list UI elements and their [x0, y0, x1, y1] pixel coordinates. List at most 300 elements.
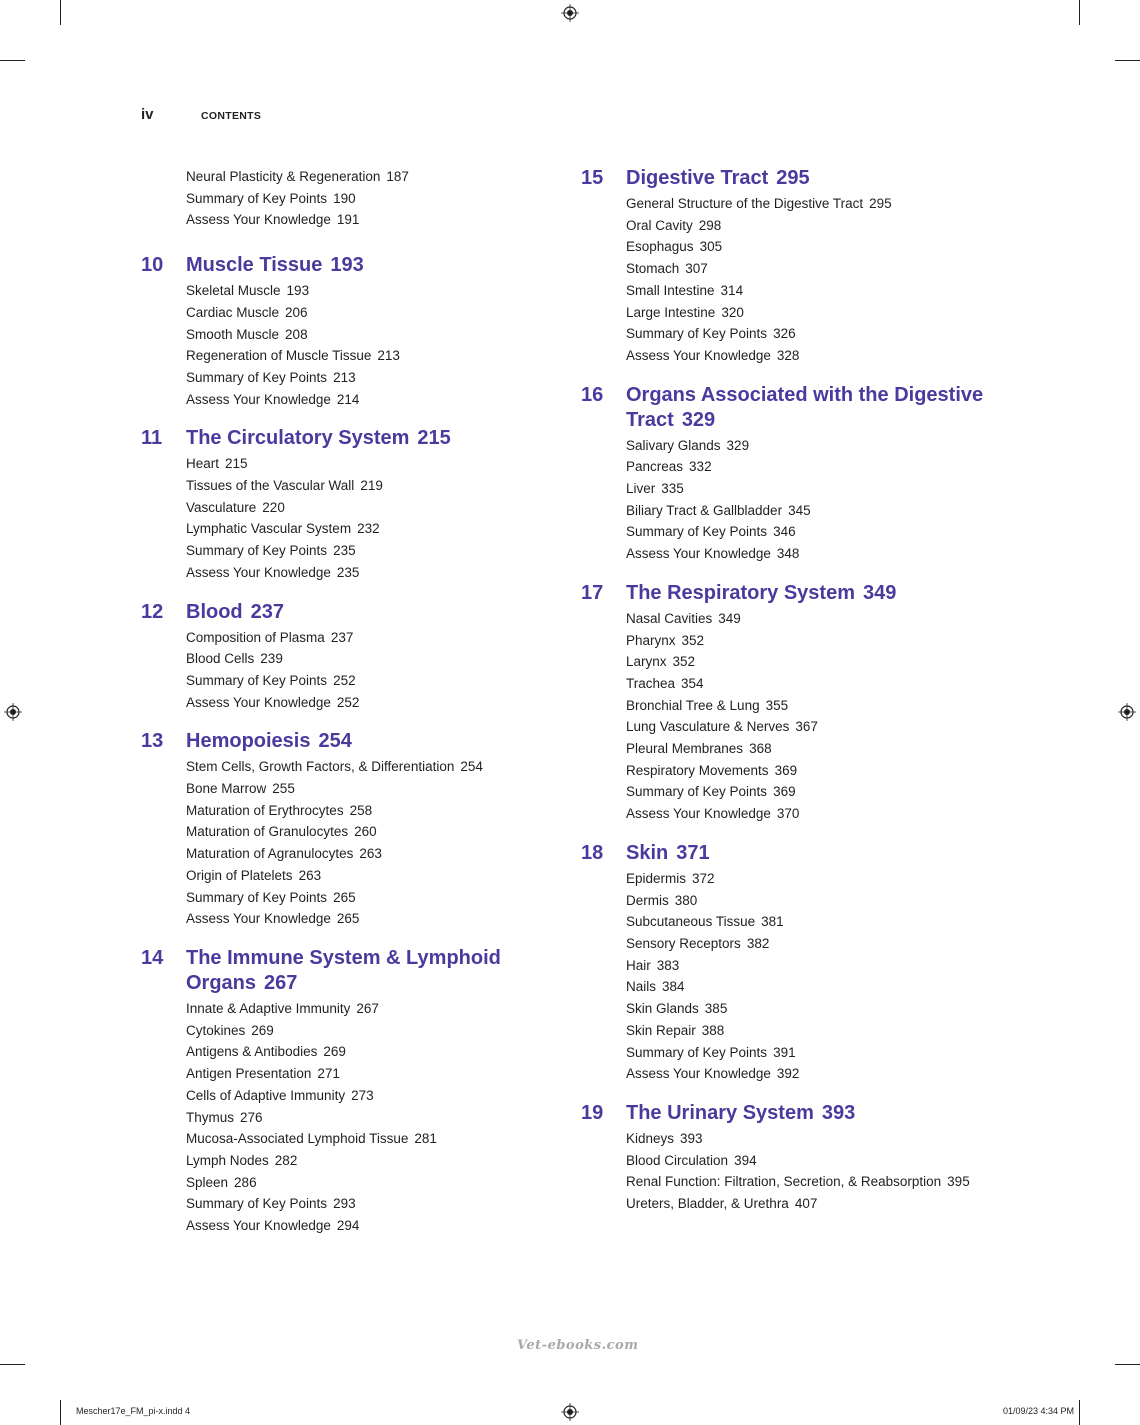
section-entry [626, 1020, 1001, 1042]
slug-datetime: 01/09/23 4:34 PM [1002, 1406, 1074, 1416]
section-page: 332 [689, 459, 712, 475]
chapter-heading [141, 729, 541, 754]
section-page: 369 [773, 784, 796, 800]
section-title: Hair [626, 957, 651, 973]
section-title: Lymphatic Vascular System [186, 521, 352, 537]
section-title: Stem Cells, Growth Factors, & Differentiation [186, 759, 455, 775]
section-title: Summary of Key Points [186, 889, 328, 905]
chapter-title: Organs Associated with the Digestive Tract [626, 383, 984, 431]
section-entry [626, 760, 1001, 782]
section-title: Trachea [626, 675, 676, 691]
section-entry [186, 756, 541, 778]
section-title: Larynx [626, 654, 667, 670]
section-page: 219 [360, 478, 383, 494]
chapter-heading [581, 166, 1001, 191]
section-entry [626, 976, 1001, 998]
section-title: Salivary Glands [626, 437, 721, 453]
section-title: Regeneration of Muscle Tissue [186, 348, 372, 364]
chapter-title: Skin [626, 841, 669, 864]
section-page: 273 [351, 1087, 374, 1103]
section-page: 213 [333, 369, 356, 385]
section-entry [186, 1193, 541, 1215]
section-title: Tissues of the Vascular Wall [186, 478, 355, 494]
chapter-title: Blood [186, 600, 243, 623]
section-title: Epidermis [626, 870, 687, 886]
registration-mark-icon [1118, 703, 1136, 721]
section-entry [626, 695, 1001, 717]
section-page: 206 [285, 304, 308, 320]
section-title: Composition of Plasma [186, 629, 325, 645]
section-page: 352 [672, 654, 696, 670]
section-title: Liver [626, 481, 656, 497]
page-number: iv [141, 106, 154, 123]
section-title: Large Intestine [626, 304, 716, 320]
section-title: Assess Your Knowledge [626, 1066, 771, 1082]
section-title: Mucosa-Associated Lymphoid Tissue [186, 1131, 409, 1147]
section-entry [626, 435, 1001, 457]
section-title: Bronchial Tree & Lung [626, 697, 760, 713]
section-title: Subcutaneous Tissue [626, 914, 756, 930]
chapter-heading [141, 253, 541, 278]
chapter-number: 12 [141, 600, 164, 623]
section-title: Small Intestine [626, 282, 715, 298]
section-title: Assess Your Knowledge [626, 546, 771, 562]
section-page: 237 [330, 629, 354, 645]
chapter-title: The Immune System & Lymphoid Organs [186, 946, 501, 994]
section-page: 239 [260, 651, 283, 667]
section-title: Smooth Muscle [186, 326, 280, 342]
section-page: 191 [336, 212, 360, 228]
section-title: Cytokines [186, 1022, 246, 1038]
chapter-number: 15 [581, 167, 604, 189]
chapter-title: The Urinary System [626, 1101, 814, 1124]
section-entry [626, 1171, 1001, 1193]
section-list [626, 608, 1001, 825]
section-entry [186, 280, 541, 302]
section-page: 354 [681, 675, 704, 691]
section-page: 235 [336, 564, 360, 580]
chapter-number: 13 [141, 730, 164, 753]
section-list [186, 998, 541, 1237]
section-entry [626, 890, 1001, 912]
section-list [626, 868, 1001, 1085]
toc-chapter [141, 729, 541, 930]
chapter-page: 349 [862, 581, 897, 604]
section-entry [186, 1041, 541, 1063]
chapter-heading [141, 426, 541, 451]
section-page: 190 [333, 190, 356, 206]
section-page: 260 [354, 824, 377, 840]
section-title: Assess Your Knowledge [186, 911, 331, 927]
section-title: General Structure of the Digestive Tract [626, 196, 864, 211]
section-title: Lung Vasculature & Nerves [626, 719, 790, 735]
section-title: Summary of Key Points [626, 326, 768, 342]
section-entry [626, 738, 1001, 760]
chapter-page: 215 [417, 427, 451, 450]
running-head: CONTENTS [201, 110, 262, 122]
section-page: 388 [701, 1022, 725, 1038]
section-entry [186, 166, 541, 188]
section-page: 293 [333, 1196, 356, 1212]
section-entry [626, 1150, 1001, 1172]
section-entry [626, 280, 1001, 302]
section-page: 282 [274, 1152, 298, 1168]
section-list [186, 756, 541, 930]
slug-file-name: Mescher17e_FM_pi-x.indd 4 [76, 1406, 191, 1416]
section-page: 265 [333, 889, 356, 905]
section-title: Oral Cavity [626, 217, 693, 233]
section-entry [186, 627, 541, 649]
section-page: 395 [947, 1174, 970, 1190]
section-entry [626, 323, 1001, 345]
registration-mark-icon [561, 1403, 579, 1421]
section-entry [626, 193, 1001, 215]
section-title: Nasal Cavities [626, 610, 713, 626]
section-entry [626, 608, 1001, 630]
section-title: Maturation of Granulocytes [186, 824, 349, 840]
section-entry [186, 562, 541, 584]
chapter-title: Muscle Tissue [186, 254, 323, 277]
section-entry [186, 908, 541, 930]
section-title: Summary of Key Points [626, 524, 768, 540]
crop-mark [1079, 0, 1080, 25]
chapter-title-wrap [186, 426, 541, 451]
registration-mark-icon [4, 703, 22, 721]
contents-left-column [141, 166, 541, 1253]
chapter-heading [141, 946, 541, 996]
section-title: Antigen Presentation [186, 1066, 312, 1082]
registration-mark-icon [561, 4, 579, 22]
section-entry [186, 389, 541, 411]
section-page: 187 [386, 169, 409, 184]
section-page: 193 [286, 283, 310, 299]
section-title: Vasculature [186, 499, 257, 515]
section-entry [626, 868, 1001, 890]
section-entry [186, 302, 541, 324]
section-title: Summary of Key Points [626, 784, 768, 800]
section-title: Summary of Key Points [186, 190, 328, 206]
section-entry [186, 540, 541, 562]
chapter-page: 329 [681, 408, 716, 431]
crop-mark [1115, 60, 1140, 61]
section-entry [186, 865, 541, 887]
section-entry [186, 209, 541, 231]
crop-mark [0, 1364, 25, 1365]
section-page: 294 [336, 1218, 360, 1234]
page-header [141, 106, 261, 126]
toc-chapter [581, 581, 1001, 825]
chapter-heading [581, 841, 1001, 866]
toc-chapter [581, 166, 1001, 367]
section-entry [186, 1107, 541, 1129]
chapter-number: 17 [581, 581, 604, 604]
section-title: Spleen [186, 1174, 229, 1190]
section-entry [186, 998, 541, 1020]
section-entry [186, 188, 541, 210]
section-title: Nails [626, 979, 657, 995]
section-title: Blood Circulation [626, 1152, 729, 1168]
chapter-number: 14 [141, 946, 164, 969]
section-page: 352 [681, 632, 705, 648]
section-entry [186, 1063, 541, 1085]
watermark-logo: Vet-ebooks.com [517, 1338, 639, 1353]
section-title: Esophagus [626, 239, 694, 255]
section-page: 215 [225, 456, 248, 472]
section-page: 314 [720, 282, 744, 298]
chapter-title-wrap [186, 253, 541, 278]
section-list [186, 627, 541, 714]
section-title: Skin Repair [626, 1022, 696, 1038]
chapter-title-wrap [626, 166, 1001, 191]
section-entry [626, 456, 1001, 478]
section-list [626, 435, 1001, 565]
section-page: 368 [749, 741, 772, 757]
section-page: 263 [359, 846, 382, 862]
section-entry [626, 933, 1001, 955]
section-page: 407 [794, 1196, 818, 1212]
chapter-title-wrap [626, 581, 1001, 606]
section-page: 391 [773, 1044, 796, 1060]
section-page: 326 [773, 326, 796, 342]
section-entry [186, 1172, 541, 1194]
section-page: 220 [262, 499, 285, 515]
chapter-heading [581, 581, 1001, 606]
section-title: Renal Function: Filtration, Secretion, & Reabsorption [626, 1174, 942, 1190]
section-title: Blood Cells [186, 651, 255, 667]
section-title: Bone Marrow [186, 781, 267, 797]
chapter-page: 254 [318, 730, 352, 753]
chapter-title-wrap [626, 383, 1001, 433]
chapter-title: Hemopoiesis [186, 730, 311, 753]
toc-chapter [581, 1101, 1001, 1215]
chapter-title: Digestive Tract [626, 167, 769, 189]
section-title: Cells of Adaptive Immunity [186, 1087, 346, 1103]
section-entry [186, 887, 541, 909]
section-entry [626, 236, 1001, 258]
section-entry [626, 673, 1001, 695]
section-entry [186, 1085, 541, 1107]
section-entry [626, 1193, 1001, 1215]
section-entry [626, 1063, 1001, 1085]
section-page: 298 [698, 217, 722, 233]
section-page: 235 [333, 543, 356, 559]
section-entry [626, 1042, 1001, 1064]
chapter-number: 16 [581, 383, 604, 406]
section-entry [626, 500, 1001, 522]
section-page: 263 [298, 867, 322, 883]
section-page: 329 [726, 437, 750, 453]
chapter-heading [141, 600, 541, 625]
chapter-page: 237 [250, 600, 285, 623]
section-entry [186, 324, 541, 346]
section-entry [186, 1020, 541, 1042]
section-page: 269 [251, 1022, 274, 1038]
section-entry [626, 543, 1001, 565]
section-page: 385 [704, 1001, 728, 1017]
section-page: 372 [692, 870, 715, 886]
section-page: 286 [234, 1174, 257, 1190]
section-page: 383 [656, 957, 680, 973]
section-entry [186, 518, 541, 540]
section-title: Summary of Key Points [186, 543, 328, 559]
section-page: 370 [776, 806, 800, 822]
section-page: 213 [377, 348, 400, 364]
chapter-number: 10 [141, 254, 164, 277]
contents-right-column [581, 166, 1001, 1231]
chapter-page: 193 [330, 254, 364, 277]
chapter-title: The Circulatory System [186, 427, 410, 450]
section-page: 380 [674, 892, 698, 908]
section-title: Pancreas [626, 459, 684, 475]
chapter-page: 393 [821, 1101, 856, 1124]
section-page: 265 [336, 911, 360, 927]
section-page: 393 [680, 1130, 703, 1146]
toc-chapter [141, 166, 541, 231]
section-entry [186, 453, 541, 475]
section-title: Stomach [626, 261, 680, 277]
chapter-title-wrap [626, 1101, 1001, 1126]
section-page: 232 [357, 521, 380, 537]
chapter-page: 267 [264, 971, 298, 994]
section-title: Assess Your Knowledge [186, 212, 331, 228]
section-entry [626, 803, 1001, 825]
section-entry [186, 367, 541, 389]
section-title: Thymus [186, 1109, 235, 1125]
section-entry [626, 478, 1001, 500]
section-title: Skeletal Muscle [186, 283, 281, 299]
chapter-page: 295 [776, 167, 810, 189]
section-page: 255 [272, 781, 295, 797]
section-title: Innate & Adaptive Immunity [186, 1000, 351, 1016]
chapter-number: 19 [581, 1101, 604, 1124]
section-list [626, 1128, 1001, 1215]
chapter-title-wrap [186, 600, 541, 625]
section-title: Ureters, Bladder, & Urethra [626, 1196, 789, 1212]
chapter-page: 371 [676, 841, 710, 864]
section-entry [186, 843, 541, 865]
section-entry [626, 716, 1001, 738]
section-title: Sensory Receptors [626, 935, 741, 951]
section-title: Origin of Platelets [186, 867, 293, 883]
chapter-title-wrap [626, 841, 1001, 866]
section-page: 369 [774, 762, 798, 778]
section-title: Maturation of Erythrocytes [186, 802, 344, 818]
section-entry [186, 778, 541, 800]
section-list [186, 166, 541, 231]
section-page: 382 [746, 935, 770, 951]
section-page: 307 [685, 261, 708, 277]
toc-chapter [581, 383, 1001, 565]
toc-chapter [141, 946, 541, 1237]
section-title: Respiratory Movements [626, 762, 769, 778]
chapter-number: 18 [581, 841, 604, 864]
chapter-title: The Respiratory System [626, 581, 855, 604]
section-entry [186, 475, 541, 497]
section-title: Summary of Key Points [186, 1196, 328, 1212]
crop-mark [0, 60, 25, 61]
section-entry [186, 692, 541, 714]
section-title: Kidneys [626, 1130, 675, 1146]
section-list [186, 453, 541, 583]
section-entry [626, 302, 1001, 324]
crop-mark [60, 1400, 61, 1425]
section-title: Pleural Membranes [626, 741, 744, 757]
section-list [186, 280, 541, 410]
section-title: Neural Plasticity & Regeneration [186, 169, 381, 184]
chapter-heading [581, 1101, 1001, 1126]
section-title: Maturation of Agranulocytes [186, 846, 354, 862]
toc-chapter [141, 600, 541, 714]
section-page: 328 [776, 347, 800, 363]
section-page: 394 [734, 1152, 757, 1168]
section-entry [626, 781, 1001, 803]
section-page: 252 [333, 672, 356, 688]
section-title: Dermis [626, 892, 669, 908]
section-title: Summary of Key Points [186, 672, 328, 688]
section-page: 346 [773, 524, 796, 540]
section-entry [186, 1128, 541, 1150]
section-page: 267 [356, 1000, 379, 1016]
section-page: 345 [788, 502, 811, 518]
section-entry [626, 1128, 1001, 1150]
crop-mark [1115, 1364, 1140, 1365]
section-entry [186, 648, 541, 670]
crop-mark [1079, 1400, 1080, 1425]
section-title: Antigens & Antibodies [186, 1044, 318, 1060]
section-page: 355 [765, 697, 789, 713]
section-entry [626, 911, 1001, 933]
section-page: 384 [662, 979, 685, 995]
chapter-title-wrap [186, 729, 541, 754]
section-page: 349 [718, 610, 741, 626]
section-entry [186, 800, 541, 822]
section-page: 258 [349, 802, 373, 818]
section-title: Cardiac Muscle [186, 304, 280, 320]
section-entry [186, 670, 541, 692]
section-entry [626, 345, 1001, 367]
section-title: Lymph Nodes [186, 1152, 269, 1168]
section-entry [626, 258, 1001, 280]
section-page: 208 [285, 326, 308, 342]
section-page: 276 [240, 1109, 263, 1125]
section-page: 305 [699, 239, 723, 255]
section-page: 269 [323, 1044, 346, 1060]
section-title: Pharynx [626, 632, 676, 648]
section-title: Assess Your Knowledge [186, 1218, 331, 1234]
section-page: 335 [661, 481, 684, 497]
section-entry [626, 955, 1001, 977]
section-entry [186, 345, 541, 367]
section-title: Assess Your Knowledge [626, 806, 771, 822]
section-title: Heart [186, 456, 220, 472]
section-page: 295 [869, 196, 892, 211]
section-page: 271 [317, 1066, 340, 1082]
section-page: 381 [761, 914, 784, 930]
toc-chapter [141, 426, 541, 583]
toc-chapter [141, 253, 541, 410]
section-title: Biliary Tract & Gallbladder [626, 502, 783, 518]
section-entry [186, 821, 541, 843]
section-entry [626, 521, 1001, 543]
section-page: 348 [776, 546, 800, 562]
section-title: Assess Your Knowledge [186, 564, 331, 580]
section-page: 214 [336, 391, 360, 407]
section-page: 392 [776, 1066, 800, 1082]
section-title: Summary of Key Points [186, 369, 328, 385]
section-entry [186, 1150, 541, 1172]
section-title: Skin Glands [626, 1001, 699, 1017]
section-title: Assess Your Knowledge [186, 694, 331, 710]
